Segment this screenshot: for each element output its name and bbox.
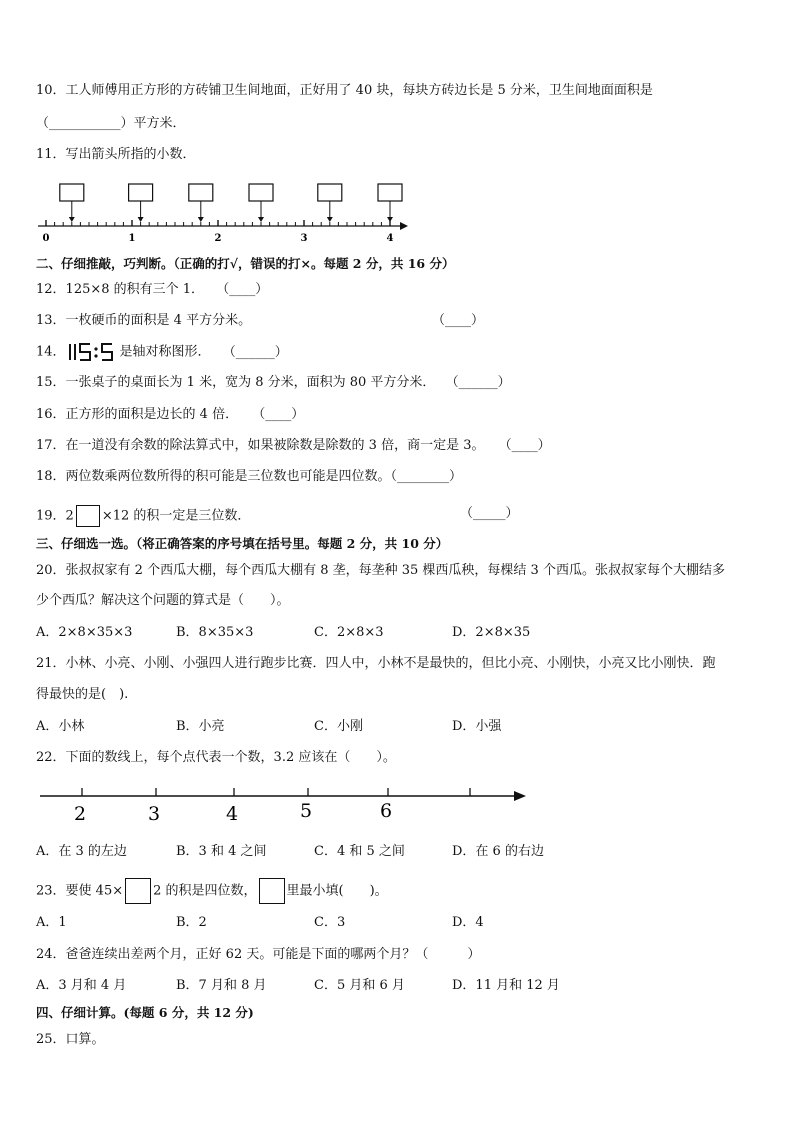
question-12-blank[interactable]: （____） [216, 282, 269, 297]
question-14-prefix: 14． [36, 344, 66, 360]
tick-label: 6 [379, 800, 393, 822]
question-16 [36, 406, 304, 424]
tick-label: 2 [73, 803, 87, 825]
arrowhead-icon [400, 222, 408, 230]
question-22-option-a[interactable]: A．在 3 的左边 [36, 844, 127, 859]
answer-box [189, 184, 213, 201]
question-15-text: 15．一张桌子的桌面长为 1 米，宽为 8 分米，面积为 80 平方分米． [36, 375, 436, 390]
answer-box [318, 184, 342, 201]
question-20-line2: 少个西瓜？解决这个问题的算式是（ ）。 [36, 593, 290, 608]
question-24-text: 24．爸爸连续出差两个月，正好 62 天。可能是下面的哪两个月？（ ） [36, 947, 481, 962]
tick-label: 2 [214, 233, 222, 242]
question-19-prefix: 19．2 [36, 508, 74, 524]
question-21-line1: 21．小林、小亮、小刚、小强四人进行跑步比赛．四人中，小林不是最快的，但比小亮、小刚快，小亮又比小刚快．跑 [36, 656, 716, 671]
question-11-text: 11．写出箭头所指的小数． [36, 147, 196, 162]
answer-box [129, 184, 153, 201]
question-22-option-b[interactable]: B．3 和 4 之间 [176, 844, 267, 859]
question-10-line2: （___________）平方米． [36, 116, 186, 131]
tick-label: 3 [300, 233, 308, 242]
question-21-option-c[interactable]: C．小刚 [314, 719, 363, 734]
tick-label: 1 [128, 233, 136, 242]
question-20-option-c[interactable]: C．2×8×3 [314, 625, 384, 640]
question-16-text: 16．正方形的面积是边长的 4 倍． [36, 407, 239, 422]
question-17-text: 17．在一道没有余数的除法算式中，如果被除数是除数的 3 倍，商一定是 3。 [36, 438, 485, 453]
question-25-text: 25．口算。 [36, 1032, 105, 1047]
question-21-option-b[interactable]: B．小亮 [176, 719, 225, 734]
answer-box[interactable] [259, 878, 285, 904]
question-23-option-a[interactable]: A．1 [36, 915, 67, 930]
question-23-option-d[interactable]: D．4 [452, 915, 484, 930]
answer-box [378, 184, 402, 201]
answer-box [60, 184, 84, 201]
question-15 [36, 374, 511, 392]
question-24-option-d[interactable]: D．11 月和 12 月 [452, 978, 560, 993]
question-20-option-b[interactable]: B．8×35×3 [176, 625, 254, 640]
question-17-blank[interactable]: （____） [498, 438, 551, 453]
arrowhead-icon [514, 791, 526, 801]
question-20-option-d[interactable]: D．2×8×35 [452, 625, 531, 640]
down-arrow-icon [258, 217, 264, 222]
question-12 [36, 281, 268, 299]
question-22-text: 22．下面的数线上，每个点代表一个数，3.2 应该在（ ）。 [36, 750, 396, 765]
question-14 [36, 342, 288, 362]
down-arrow-icon [198, 217, 204, 222]
question-20-option-a[interactable]: A．2×8×35×3 [36, 625, 133, 640]
question-18-text: 18．两位数乘两位数所得的积可能是三位数也可能是四位数。（________） [36, 469, 463, 484]
down-arrow-icon [138, 217, 144, 222]
tick-label: 5 [299, 800, 313, 822]
answer-box[interactable] [76, 505, 100, 527]
section-2-title: 二、仔细推敲，巧判断。（正确的打√，错误的打×。每题 2 分，共 16 分） [36, 256, 455, 271]
question-23-middle: 2 的积是四位数， [153, 883, 257, 899]
question-13-blank[interactable]: （____） [432, 313, 485, 328]
question-23-option-b[interactable]: B．2 [176, 915, 207, 930]
tick-label: 0 [42, 233, 50, 242]
question-22-option-d[interactable]: D．在 6 的右边 [452, 844, 544, 859]
answer-box [249, 184, 273, 201]
question-13-text: 13．一枚硬币的面积是 4 平方分米。 [36, 313, 252, 328]
question-19-suffix: ×12 的积一定是三位数． [101, 508, 251, 524]
question-23-suffix: 里最小填( )。 [286, 883, 388, 899]
question-11-number-line [34, 180, 414, 242]
section-3-title: 三、仔细选一选。（将正确答案的序号填在括号里。每题 2 分，共 10 分） [36, 536, 449, 551]
question-23-prefix: 23．要使 45× [36, 883, 124, 899]
lcd-digits-icon [66, 342, 118, 362]
down-arrow-icon [387, 217, 393, 222]
answer-box[interactable] [125, 878, 151, 904]
question-12-text: 12．125×8 的积有三个 1． [36, 282, 205, 297]
question-23 [36, 878, 388, 904]
down-arrow-icon [69, 217, 75, 222]
number-line-marks [40, 788, 526, 825]
question-24-option-a[interactable]: A．3 月和 4 月 [36, 978, 127, 993]
section-4-title: 四、仔细计算。(每题 6 分，共 12 分) [36, 1005, 254, 1020]
tick-label: 4 [386, 233, 394, 242]
question-20-line1: 20．张叔叔家有 2 个西瓜大棚，每个西瓜大棚有 8 垄，每垄种 35 棵西瓜秧，每棵结 3 个西瓜。张叔叔家每个大棚结多 [36, 563, 725, 578]
question-22-number-line [36, 782, 528, 830]
question-19-blank[interactable]: （_____） [460, 506, 519, 521]
tick-label: 3 [147, 803, 161, 825]
question-10-line1: 10．工人师傅用正方形的方砖铺卫生间地面，正好用了 40 块，每块方砖边长是 5 分米，卫生间地面面积是 [36, 83, 653, 98]
question-22-option-c[interactable]: C．4 和 5 之间 [314, 844, 405, 859]
question-14-suffix: 是轴对称图形． [119, 344, 211, 360]
question-14-blank[interactable]: （______） [222, 344, 288, 360]
number-line-marks [38, 184, 408, 242]
question-23-option-c[interactable]: C．3 [314, 915, 346, 930]
question-17 [36, 437, 551, 455]
down-arrow-icon [327, 217, 333, 222]
question-21-option-d[interactable]: D．小强 [452, 719, 502, 734]
question-21-option-a[interactable]: A．小林 [36, 719, 85, 734]
question-21-line2: 得最快的是( ). [36, 687, 129, 702]
tick-label: 4 [225, 803, 239, 825]
question-24-option-b[interactable]: B．7 月和 8 月 [176, 978, 267, 993]
question-19 [36, 505, 250, 527]
question-24-option-c[interactable]: C．5 月和 6 月 [314, 978, 405, 993]
question-15-blank[interactable]: （______） [445, 375, 511, 390]
question-16-blank[interactable]: （____） [252, 407, 305, 422]
